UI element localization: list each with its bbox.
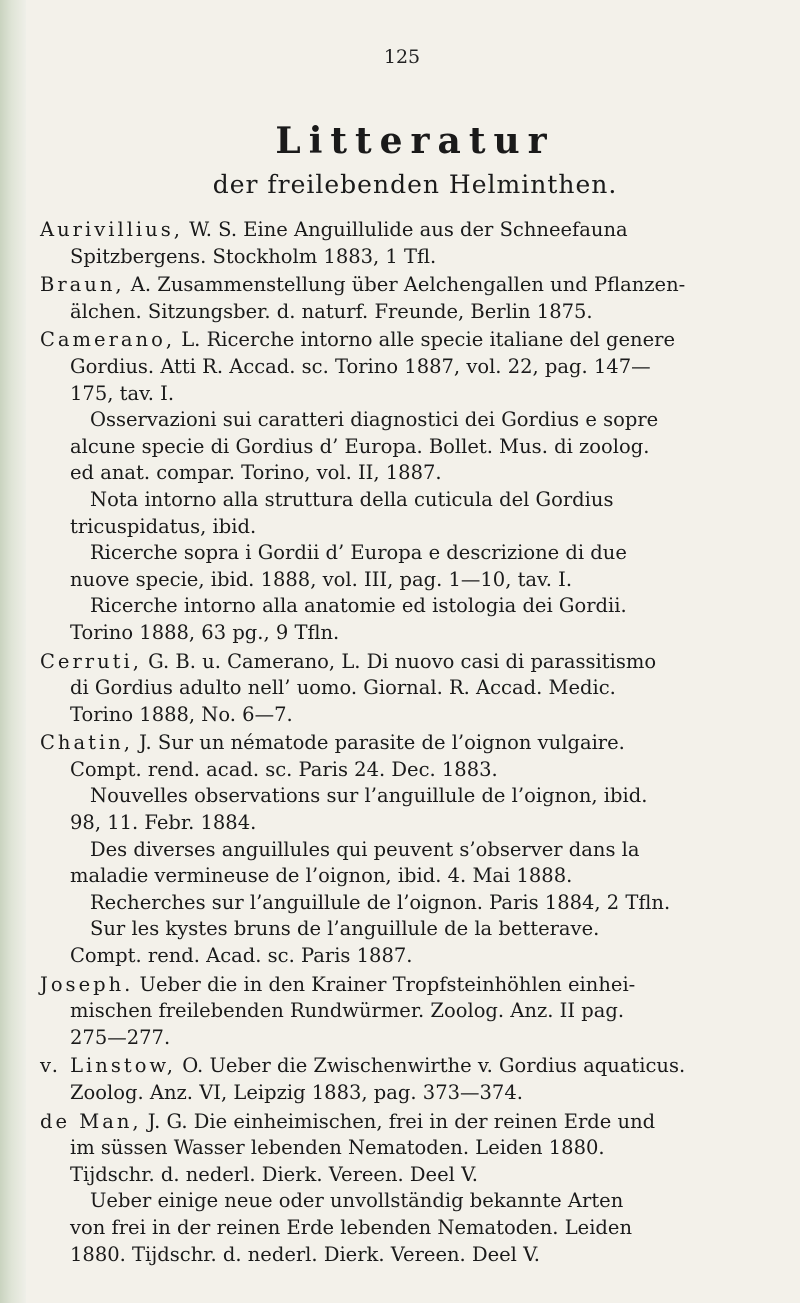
entry-text: L. Ricerche intorno alle specie italiane del genere: [175, 328, 675, 352]
entry-author: Braun,: [40, 273, 125, 297]
sub-entry-line: 98, 11. Febr. 1884.: [70, 811, 257, 835]
bibliography-entry: [40, 272, 780, 325]
sub-entry-line: Ricerche sopra i Gordii d’ Europa e descrizione di due: [90, 541, 627, 565]
bibliography-entry: [40, 327, 780, 646]
sub-entry-line: Nota intorno alla struttura della cuticula del Gordius: [90, 487, 614, 511]
bibliography-list: [40, 217, 780, 1270]
sub-entry-line: Osservazioni sui caratteri diagnostici dei Gordius e sopre: [90, 408, 659, 432]
entry-text: G. B. u. Camerano, L. Di nuovo casi di parassitismo: [141, 649, 657, 673]
entry-author: v. Linstow,: [40, 1054, 177, 1078]
entry-first-line: [40, 649, 780, 676]
sub-entry-line: tricuspidatus, ibid.: [70, 514, 257, 538]
entry-first-line: [40, 217, 780, 244]
sub-entry-line: Ueber einige neue oder unvollständig bekannte Arten: [90, 1189, 624, 1213]
entry-continuation-line: Tijdschr. d. nederl. Dierk. Vereen. Deel V.: [70, 1162, 478, 1186]
entry-text: J. Sur un nématode parasite de l’oignon vulgaire.: [132, 731, 625, 755]
sub-entry-line: Torino 1888, 63 pg., 9 Tfln.: [70, 620, 340, 644]
sub-entry-line: Sur les kystes bruns de l’anguillule de la betterave.: [90, 917, 600, 941]
bibliography-entry: [40, 1053, 780, 1106]
entry-text: J. G. Die einheimischen, frei in der reinen Erde und: [141, 1109, 656, 1133]
entry-first-line: [40, 327, 780, 354]
entry-continuation-line: di Gordius adulto nell’ uomo. Giornal. R. Accad. Medic.: [70, 676, 616, 700]
entry-first-line: [40, 1109, 780, 1136]
entry-author: Joseph.: [40, 972, 134, 996]
sub-entry-line: alcune specie di Gordius d’ Europa. Bollet. Mus. di zoolog.: [70, 434, 650, 458]
entry-text: W. S. Eine Anguillulide aus der Schneefauna: [182, 218, 628, 241]
entry-continuation-line: im süssen Wasser lebenden Nematoden. Leiden 1880.: [70, 1136, 605, 1160]
entry-continuation-line: 175, tav. I.: [70, 381, 175, 405]
sub-entry-line: maladie vermineuse de l’oignon, ibid. 4. Mai 1888.: [70, 864, 573, 888]
sub-entry-line: ed anat. compar. Torino, vol. II, 1887.: [70, 461, 442, 485]
entry-author: Chatin,: [40, 731, 133, 755]
entry-continuation-line: Gordius. Atti R. Accad. sc. Torino 1887, vol. 22, pag. 147—: [70, 354, 651, 378]
entry-text: A. Zusammenstellung über Aelchengallen und Pflanzen-: [124, 273, 686, 297]
entry-first-line: [40, 1053, 780, 1080]
entry-continuation-line: Compt. rend. acad. sc. Paris 24. Dec. 1883.: [70, 757, 498, 781]
entry-first-line: [40, 730, 780, 757]
entry-author: Camerano,: [40, 328, 176, 352]
entry-continuation-line: älchen. Sitzungsber. d. naturf. Freunde, Berlin 1875.: [70, 299, 593, 323]
sub-entry-line: Compt. rend. Acad. sc. Paris 1887.: [70, 944, 413, 968]
sub-entry-line: Ricerche intorno alla anatomie ed istologia dei Gordii.: [90, 594, 627, 618]
entry-continuation-line: mischen freilebenden Rundwürmer. Zoolog. Anz. II pag.: [70, 999, 625, 1023]
entry-text: Ueber die in den Krainer Tropfsteinhöhlen einhei-: [133, 972, 636, 996]
page-subtitle: der freilebenden Helminthen.: [212, 170, 618, 199]
entry-author: Cerruti,: [40, 649, 142, 673]
sub-entry-line: Recherches sur l’anguillule de l’oignon. Paris 1884, 2 Tfln.: [90, 890, 671, 914]
sub-entry-line: nuove specie, ibid. 1888, vol. III, pag. 1—10, tav. I.: [70, 567, 573, 591]
sub-entry-line: Des diverses anguillules qui peuvent s’observer dans la: [90, 837, 640, 861]
entry-first-line: [40, 272, 780, 299]
sub-entry-line: 1880. Tijdschr. d. nederl. Dierk. Vereen. Deel V.: [70, 1242, 540, 1266]
bibliography-entry: [40, 972, 780, 1052]
sub-entry-line: von frei in der reinen Erde lebenden Nematoden. Leiden: [70, 1215, 633, 1239]
sub-entry-line: Nouvelles observations sur l’anguillule de l’oignon, ibid.: [90, 784, 648, 808]
entry-continuation-line: 275—277.: [70, 1025, 171, 1049]
bibliography-entry: [40, 649, 780, 729]
entry-continuation-line: Torino 1888, No. 6—7.: [70, 702, 293, 726]
entry-first-line: [40, 972, 780, 999]
entry-text: O. Ueber die Zwischenwirthe v. Gordius aquaticus.: [176, 1054, 686, 1078]
entry-continuation-line: Zoolog. Anz. VI, Leipzig 1883, pag. 373—374.: [70, 1081, 523, 1104]
entry-author: de Man,: [40, 1109, 142, 1133]
page-number: 125: [383, 46, 421, 68]
bibliography-entry: [40, 217, 780, 270]
bibliography-entry: [40, 1109, 780, 1269]
entry-author: Aurivillius,: [40, 218, 183, 241]
bibliography-entry: [40, 730, 780, 969]
entry-continuation-line: Spitzbergens. Stockholm 1883, 1 Tfl.: [70, 244, 437, 268]
page-title: Litteratur: [275, 120, 555, 162]
